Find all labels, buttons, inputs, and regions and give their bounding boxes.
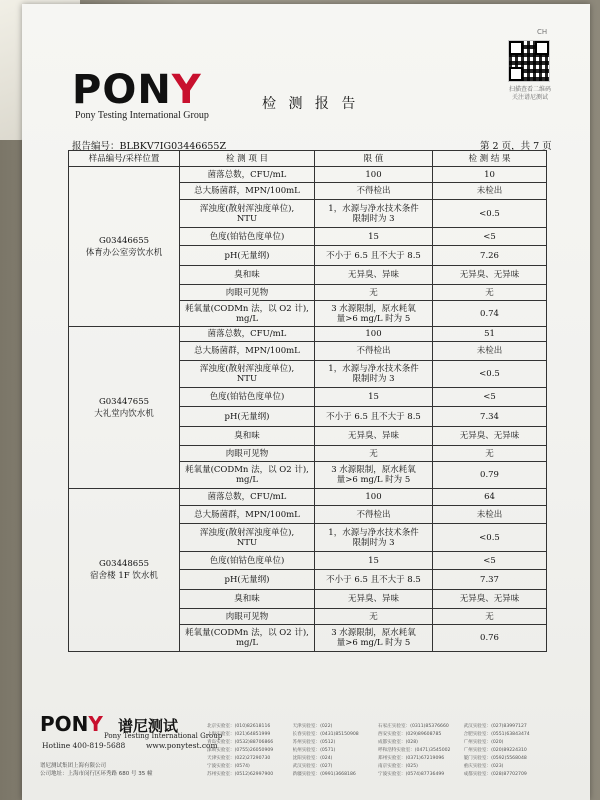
test-item-cell bbox=[180, 183, 315, 200]
limit-cell-line: 无 bbox=[369, 611, 378, 622]
limit-cell bbox=[315, 246, 433, 266]
test-item-cell bbox=[180, 388, 315, 407]
test-item-cell bbox=[180, 301, 315, 327]
result-cell-line: 7.26 bbox=[480, 250, 499, 261]
test-item-cell-line: NTU bbox=[236, 537, 258, 548]
limit-cell-line: 不小于 6.5 且不大于 8.5 bbox=[326, 574, 421, 585]
result-cell bbox=[433, 200, 547, 228]
limit-cell-line: 量>6 mg/L 时为 5 bbox=[336, 475, 411, 485]
hotline: Hotline 400-819-5688 bbox=[42, 741, 126, 750]
branch-contact: 南京实验室：(025) bbox=[378, 764, 418, 769]
limit-cell-line: 15 bbox=[368, 392, 379, 402]
report-number: 报告编号：BLBKV7IG03446655Z bbox=[72, 141, 227, 152]
result-cell-line: 未检出 bbox=[476, 509, 503, 520]
limit-cell-line: 量>6 mg/L 时为 5 bbox=[336, 638, 411, 648]
result-cell bbox=[433, 552, 547, 570]
test-item-cell-line: 色度(铂钴色度单位) bbox=[209, 231, 285, 242]
result-cell-line: <5 bbox=[483, 555, 496, 566]
result-cell-line: 无异臭、无异味 bbox=[459, 270, 520, 280]
test-item-cell-line: 菌落总数，CFU/mL bbox=[207, 492, 287, 502]
limit-cell-line: 100 bbox=[365, 492, 382, 502]
pony-logo bbox=[72, 67, 202, 113]
result-cell-line: 无 bbox=[485, 611, 494, 622]
branch-list bbox=[207, 723, 547, 779]
corner-code: CH bbox=[537, 28, 548, 36]
result-cell bbox=[433, 446, 547, 462]
test-item-cell-line: 总大肠菌群，MPN/100mL bbox=[194, 186, 300, 196]
test-item-cell bbox=[180, 506, 315, 524]
test-item-cell-line: 耗氧量(CODMn 法，以 O2 计), bbox=[185, 303, 309, 314]
limit-cell bbox=[315, 552, 433, 570]
test-item-cell bbox=[180, 200, 315, 228]
branch-contact: 武汉实验室：(027)83997127 bbox=[463, 724, 527, 729]
result-cell-line: 无 bbox=[485, 448, 494, 459]
limit-cell-line: 无异臭、异味 bbox=[347, 270, 399, 280]
branch-contact: 长春实验室：(0431)85150908 bbox=[292, 732, 359, 737]
result-cell-line: 0.79 bbox=[480, 470, 499, 480]
limit-cell-line: 限制时为 3 bbox=[352, 213, 395, 224]
sample-cell bbox=[69, 327, 180, 489]
branch-contact: 宁波实验室：(0574)87736499 bbox=[378, 772, 445, 777]
limit-cell-line: 限制时为 3 bbox=[352, 537, 395, 548]
result-cell bbox=[433, 570, 547, 590]
limit-cell-line: 1，水源与净水技术条件 bbox=[328, 364, 419, 374]
limit-cell bbox=[315, 361, 433, 388]
branch-contact: 杭州实验室：(0571) bbox=[292, 748, 336, 753]
test-item-cell-line: 色度(铂钴色度单位) bbox=[209, 392, 285, 402]
branch-contact: 沈阳实验室：(024) bbox=[292, 756, 333, 761]
limit-cell-line: 无 bbox=[369, 448, 378, 459]
qr-code-icon bbox=[508, 40, 550, 82]
test-item-cell bbox=[180, 524, 315, 552]
branch-contact: 青岛实验室：(0532)88706866 bbox=[207, 740, 274, 745]
sample-id: G03446655 bbox=[98, 235, 150, 246]
sample-location: 宿舍楼 1F 饮水机 bbox=[90, 571, 158, 581]
sample-id: G03447655 bbox=[98, 396, 150, 407]
limit-cell bbox=[315, 200, 433, 228]
company-name: 谱尼测试集团上海有限公司 bbox=[40, 763, 107, 769]
limit-cell-line: 100 bbox=[365, 169, 382, 180]
table-header-row bbox=[69, 151, 547, 167]
test-item-cell-line: 浑浊度(散射浑浊度单位), bbox=[199, 203, 295, 214]
sample-id: G03448655 bbox=[98, 559, 150, 569]
test-item-cell bbox=[180, 246, 315, 266]
branch-contact: 天津实验室：(022)27290730 bbox=[207, 756, 271, 761]
limit-cell bbox=[315, 506, 433, 524]
result-cell bbox=[433, 183, 547, 200]
result-cell-line: <0.5 bbox=[479, 532, 500, 543]
limit-cell bbox=[315, 342, 433, 361]
limit-cell bbox=[315, 590, 433, 609]
limit-cell bbox=[315, 285, 433, 301]
result-cell-line: 7.34 bbox=[480, 411, 499, 422]
limit-cell-line: 量>6 mg/L 时为 5 bbox=[336, 313, 411, 324]
test-item-cell bbox=[180, 427, 315, 446]
logo-text-left: PON bbox=[72, 67, 172, 113]
sample-cell bbox=[69, 489, 180, 652]
branch-contact: 北京实验室：(010)82618116 bbox=[207, 724, 271, 729]
limit-cell-line: 无异臭、异味 bbox=[347, 431, 399, 441]
limit-cell-line: 3 水源限制，原水耗氧 bbox=[331, 628, 416, 638]
branch-contact: 广州实验室：(020) bbox=[463, 740, 504, 745]
website: www.ponytest.com bbox=[146, 741, 218, 750]
footer-logo-english: Pony Testing International Group bbox=[104, 732, 223, 740]
test-item-cell bbox=[180, 327, 315, 342]
result-cell bbox=[433, 506, 547, 524]
branch-contact: 苏州实验室：(0512) bbox=[292, 740, 336, 745]
limit-cell bbox=[315, 489, 433, 506]
column-header: 检 测 项 目 bbox=[180, 151, 315, 167]
result-cell bbox=[433, 246, 547, 266]
limit-cell bbox=[315, 462, 433, 489]
limit-cell bbox=[315, 446, 433, 462]
footer-logo-chinese: 谱尼测试 bbox=[118, 717, 179, 735]
test-item-cell-line: NTU bbox=[236, 213, 258, 224]
result-cell bbox=[433, 524, 547, 552]
limit-cell bbox=[315, 266, 433, 285]
result-cell bbox=[433, 427, 547, 446]
footer-logo-right: Y bbox=[88, 712, 103, 736]
table-row bbox=[69, 489, 547, 506]
branch-contact: 重庆实验室：(023) bbox=[463, 764, 504, 769]
document-title: 检 测 报 告 bbox=[262, 96, 360, 112]
branch-contact: 厦门实验室：(0592)5568048 bbox=[463, 756, 527, 761]
result-cell bbox=[433, 266, 547, 285]
test-item-cell-line: mg/L bbox=[235, 475, 258, 485]
test-item-cell bbox=[180, 285, 315, 301]
limit-cell-line: 无异臭、异味 bbox=[347, 594, 399, 604]
branch-contact: 郑州实验室：(0371)67219096 bbox=[378, 756, 445, 761]
test-item-cell-line: 总大肠菌群，MPN/100mL bbox=[194, 346, 300, 356]
limit-cell bbox=[315, 167, 433, 183]
company-info bbox=[40, 762, 153, 778]
result-cell-line: <0.5 bbox=[479, 369, 500, 379]
result-cell-line: <0.5 bbox=[479, 208, 500, 219]
sample-location: 体育办公室旁饮水机 bbox=[85, 247, 163, 258]
limit-cell bbox=[315, 228, 433, 246]
test-item-cell bbox=[180, 342, 315, 361]
logo-subtitle: Pony Testing International Group bbox=[75, 110, 209, 121]
limit-cell bbox=[315, 570, 433, 590]
limit-cell bbox=[315, 301, 433, 327]
branch-contact: 成都实验室：(028) bbox=[378, 740, 418, 745]
limit-cell-line: 1，水源与净水技术条件 bbox=[328, 203, 419, 214]
limit-cell-line: 3 水源限制，原水耗氧 bbox=[331, 465, 416, 475]
limit-cell bbox=[315, 427, 433, 446]
test-item-cell-line: 肉眼可见物 bbox=[225, 611, 269, 622]
result-cell bbox=[433, 462, 547, 489]
result-cell-line: 7.37 bbox=[480, 574, 499, 585]
test-item-cell bbox=[180, 407, 315, 427]
branch-contact: 武汉实验室：(027) bbox=[292, 764, 333, 769]
test-item-cell-line: mg/L bbox=[235, 638, 258, 648]
result-cell-line: 0.76 bbox=[480, 633, 499, 643]
test-item-cell bbox=[180, 552, 315, 570]
limit-cell-line: 15 bbox=[368, 231, 379, 242]
result-cell-line: 无异臭、无异味 bbox=[459, 594, 520, 604]
branch-contact: 石家庄实验室：(0311)85376660 bbox=[378, 724, 449, 729]
test-item-cell bbox=[180, 228, 315, 246]
branch-contact: 上海实验室：(021)64851999 bbox=[207, 732, 271, 737]
branch-contact: 西安实验室：(029)89608785 bbox=[378, 732, 442, 737]
results-table bbox=[68, 150, 547, 652]
limit-cell-line: 不得检出 bbox=[356, 509, 391, 520]
result-cell-line: 10 bbox=[484, 169, 495, 180]
test-item-cell bbox=[180, 625, 315, 652]
limit-cell-line: 不得检出 bbox=[356, 346, 391, 356]
qr-caption-1: 扫描查看二维码 bbox=[508, 86, 551, 93]
test-item-cell-line: 浑浊度(散射浑浊度单位), bbox=[199, 364, 295, 374]
limit-cell-line: 不小于 6.5 且不大于 8.5 bbox=[326, 411, 421, 422]
test-item-cell-line: pH(无量纲) bbox=[224, 250, 270, 261]
result-cell bbox=[433, 489, 547, 506]
result-cell bbox=[433, 361, 547, 388]
limit-cell bbox=[315, 524, 433, 552]
column-header: 样品编号/采样位置 bbox=[69, 151, 180, 167]
result-cell-line: 51 bbox=[484, 329, 495, 339]
logo-text-right: Y bbox=[171, 67, 202, 113]
result-cell-line: 无异臭、无异味 bbox=[459, 431, 520, 441]
limit-cell-line: 100 bbox=[365, 329, 382, 339]
test-item-cell-line: 臭和味 bbox=[234, 594, 260, 604]
test-item-cell bbox=[180, 361, 315, 388]
test-item-cell bbox=[180, 266, 315, 285]
test-item-cell-line: 耗氧量(CODMn 法，以 O2 计), bbox=[185, 628, 309, 638]
branch-contact: 广州实验室：(020)89224310 bbox=[463, 748, 527, 753]
result-cell bbox=[433, 625, 547, 652]
limit-cell-line: 3 水源限制，原水耗氧 bbox=[331, 303, 416, 314]
result-cell-line: 0.74 bbox=[480, 308, 499, 319]
limit-cell bbox=[315, 625, 433, 652]
test-item-cell-line: 肉眼可见物 bbox=[225, 448, 269, 459]
result-cell bbox=[433, 609, 547, 625]
limit-cell bbox=[315, 609, 433, 625]
table-row bbox=[69, 167, 547, 183]
result-cell bbox=[433, 590, 547, 609]
test-item-cell-line: 菌落总数，CFU/mL bbox=[207, 329, 287, 339]
result-cell bbox=[433, 342, 547, 361]
column-header: 限 值 bbox=[315, 151, 433, 167]
branch-contact: 呼和浩特实验室：(0471)3545002 bbox=[378, 748, 451, 753]
limit-cell bbox=[315, 183, 433, 200]
footer-pony-logo bbox=[40, 712, 103, 736]
result-cell bbox=[433, 327, 547, 342]
test-item-cell-line: 菌落总数，CFU/mL bbox=[207, 169, 287, 180]
limit-cell bbox=[315, 388, 433, 407]
qr-caption-2: 关注谱尼测试 bbox=[511, 94, 548, 101]
test-item-cell bbox=[180, 590, 315, 609]
branch-contact: 合肥实验室：(0551)63843474 bbox=[463, 732, 530, 737]
page-info: 第 2 页，共 7 页 bbox=[480, 141, 552, 152]
result-cell bbox=[433, 228, 547, 246]
test-item-cell-line: 色度(铂钴色度单位) bbox=[209, 555, 285, 566]
test-item-cell bbox=[180, 609, 315, 625]
test-item-cell-line: 浑浊度(散射浑浊度单位), bbox=[199, 527, 295, 538]
result-cell bbox=[433, 167, 547, 183]
limit-cell-line: 限制时为 3 bbox=[352, 374, 395, 384]
test-item-cell bbox=[180, 570, 315, 590]
result-cell bbox=[433, 301, 547, 327]
test-item-cell-line: pH(无量纲) bbox=[224, 411, 270, 422]
result-cell-line: 无 bbox=[485, 287, 494, 298]
column-header: 检 测 结 果 bbox=[433, 151, 547, 167]
limit-cell bbox=[315, 407, 433, 427]
result-cell bbox=[433, 407, 547, 427]
test-item-cell bbox=[180, 462, 315, 489]
result-cell bbox=[433, 285, 547, 301]
test-item-cell-line: mg/L bbox=[235, 313, 258, 324]
sample-cell bbox=[69, 167, 180, 327]
footer-logo-left: PON bbox=[40, 712, 89, 736]
limit-cell-line: 1，水源与净水技术条件 bbox=[328, 527, 419, 538]
table-row bbox=[69, 327, 547, 342]
result-cell-line: <5 bbox=[483, 231, 496, 242]
result-cell-line: 64 bbox=[484, 492, 495, 502]
test-item-cell-line: 耗氧量(CODMn 法，以 O2 计), bbox=[185, 465, 309, 475]
test-item-cell bbox=[180, 167, 315, 183]
result-cell-line: <5 bbox=[483, 392, 496, 402]
branch-contact: 深圳实验室：(0755)26050909 bbox=[207, 748, 274, 753]
test-item-cell-line: 臭和味 bbox=[234, 431, 260, 441]
limit-cell-line: 无 bbox=[369, 287, 378, 298]
test-item-cell-line: NTU bbox=[236, 374, 258, 384]
limit-cell-line: 15 bbox=[368, 555, 379, 566]
test-item-cell-line: 总大肠菌群，MPN/100mL bbox=[194, 509, 300, 520]
branch-contact: 天津实验室：(022) bbox=[292, 724, 333, 729]
result-cell-line: 未检出 bbox=[476, 186, 503, 196]
test-item-cell-line: 肉眼可见物 bbox=[225, 287, 269, 298]
limit-cell-line: 不得检出 bbox=[356, 186, 391, 196]
branch-contact: 苏州实验室：(0512)62997900 bbox=[207, 772, 274, 777]
test-item-cell-line: 臭和味 bbox=[234, 270, 260, 280]
result-cell bbox=[433, 388, 547, 407]
branch-contact: 新疆实验室：(0991)3668186 bbox=[292, 772, 356, 777]
branch-contact: 成都实验室：(028)87702709 bbox=[463, 772, 527, 777]
branch-contact: 宁波实验室：(0574) bbox=[207, 764, 250, 769]
test-item-cell bbox=[180, 489, 315, 506]
limit-cell-line: 不小于 6.5 且不大于 8.5 bbox=[326, 250, 421, 261]
test-item-cell-line: pH(无量纲) bbox=[224, 574, 270, 585]
company-address: 公司地址：上海市闵行区环秀路 680 号 35 幢 bbox=[40, 771, 153, 777]
result-cell-line: 未检出 bbox=[476, 346, 503, 356]
limit-cell bbox=[315, 327, 433, 342]
test-item-cell bbox=[180, 446, 315, 462]
sample-location: 大礼堂内饮水机 bbox=[94, 408, 154, 419]
